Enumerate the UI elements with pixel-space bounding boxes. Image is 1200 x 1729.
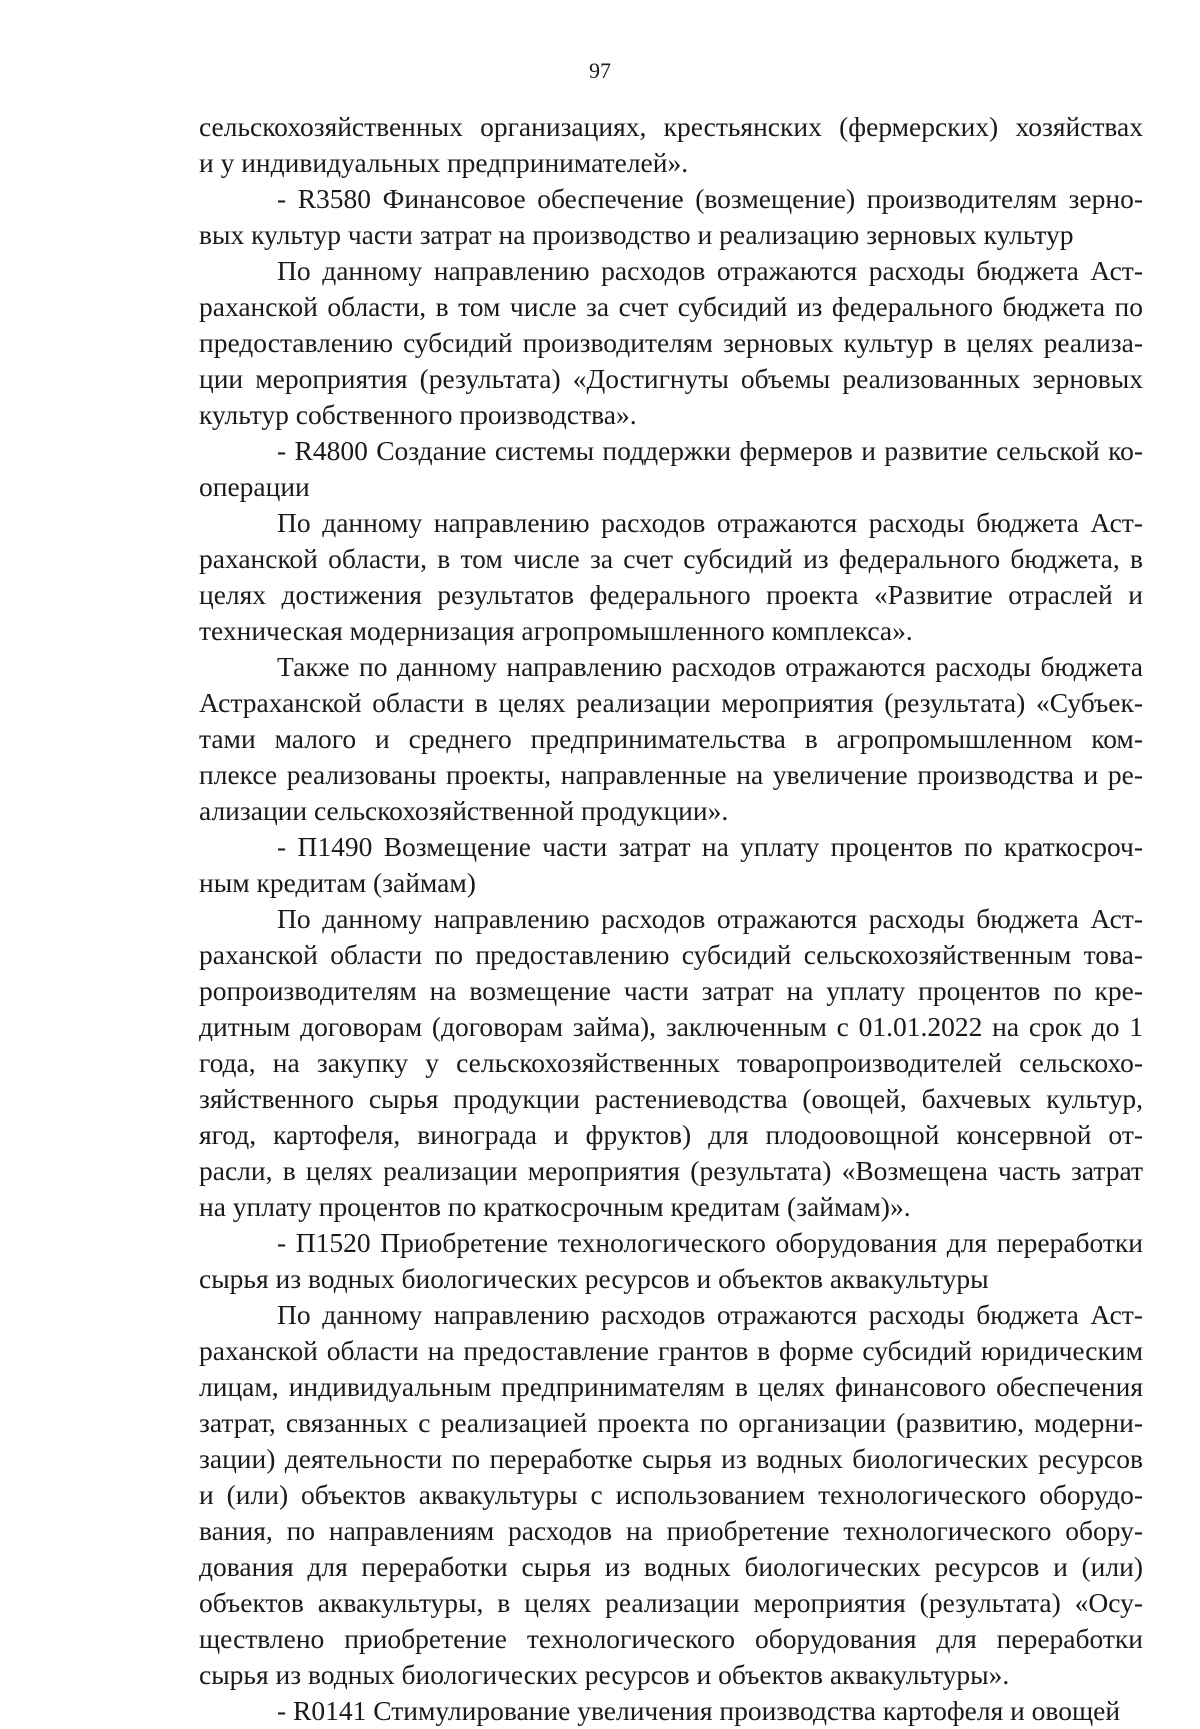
text-line: предоставлению субсидий производителям зерновых культур в целях реализа- [199, 327, 1143, 358]
text-line: ализации сельскохозяйственной продукции». [199, 795, 729, 826]
text-line: ществлено приобретение технологического оборудования для переработки [199, 1623, 1143, 1654]
text-line: Также по данному направлению расходов отражаются расходы бюджета [277, 651, 1143, 682]
text-line: дования для переработки сырья из водных биологических ресурсов и (или) [199, 1551, 1143, 1582]
text-line: года, на закупку у сельскохозяйственных товаропроизводителей сельскохо- [199, 1047, 1143, 1078]
text-line: ропроизводителям на возмещение части затрат на уплату процентов по кре- [199, 975, 1143, 1006]
body-text [199, 109, 1143, 1729]
text-line: плексе реализованы проекты, направленные на увеличение производства и ре- [199, 759, 1143, 790]
text-line: - R0141 Стимулирование увеличения производства картофеля и овощей [277, 1695, 1121, 1726]
text-line: ягод, картофеля, винограда и фруктов) для плодоовощной консервной от- [199, 1119, 1143, 1150]
text-line: зяйственного сырья продукции растениеводства (овощей, бахчевых культур, [199, 1083, 1143, 1114]
text-line: затрат, связанных с реализацией проекта по организации (развитию, модерни- [199, 1407, 1143, 1438]
text-line: тами малого и среднего предпринимательства в агропромышленном ком- [199, 723, 1143, 754]
text-line: и (или) объектов аквакультуры с использованием технологического оборудо- [199, 1479, 1143, 1510]
page-number: 97 [589, 58, 611, 83]
text-line: вания, по направлениям расходов на приобретение технологического обору- [199, 1515, 1143, 1546]
text-line: Астраханской области в целях реализации мероприятия (результата) «Субъек- [199, 687, 1143, 718]
text-line: - П1520 Приобретение технологического оборудования для переработки [277, 1227, 1143, 1258]
text-line: По данному направлению расходов отражаются расходы бюджета Аст- [277, 255, 1143, 286]
text-line: - R4800 Создание системы поддержки фермеров и развитие сельской ко- [277, 435, 1143, 466]
text-line: лицам, индивидуальным предпринимателям в целях финансового обеспечения [199, 1371, 1143, 1402]
text-line: - П1490 Возмещение части затрат на уплату процентов по краткосроч- [277, 831, 1143, 862]
text-line: - R3580 Финансовое обеспечение (возмещение) производителям зерно- [277, 183, 1143, 214]
text-line: целях достижения результатов федерального проекта «Развитие отраслей и [199, 579, 1143, 610]
text-line: расли, в целях реализации мероприятия (результата) «Возмещена часть затрат [199, 1155, 1143, 1186]
text-line: раханской области по предоставлению субсидий сельскохозяйственным това- [199, 939, 1143, 970]
text-line: культур собственного производства». [199, 399, 637, 430]
text-line: вых культур части затрат на производство и реализацию зерновых культур [199, 219, 1074, 250]
text-line: По данному направлению расходов отражаются расходы бюджета Аст- [277, 903, 1143, 934]
text-line: раханской области, в том числе за счет субсидий из федерального бюджета по [199, 291, 1143, 322]
text-line: ции мероприятия (результата) «Достигнуты объемы реализованных зерновых [199, 363, 1143, 394]
text-line: дитным договорам (договорам займа), заключенным с 01.01.2022 на срок до 1 [199, 1011, 1143, 1042]
text-line: операции [199, 471, 310, 502]
text-line: техническая модернизация агропромышленного комплекса». [199, 615, 913, 646]
text-line: зации) деятельности по переработке сырья из водных биологических ресурсов [199, 1443, 1143, 1474]
text-line: сельскохозяйственных организациях, крестьянских (фермерских) хозяйствах [199, 111, 1143, 142]
text-line: на уплату процентов по краткосрочным кредитам (займам)». [199, 1191, 911, 1222]
text-line: По данному направлению расходов отражаются расходы бюджета Аст- [277, 1299, 1143, 1330]
text-line: и у индивидуальных предпринимателей». [199, 147, 689, 178]
text-line: раханской области, в том числе за счет субсидий из федерального бюджета, в [199, 543, 1143, 574]
text-line: ным кредитам (займам) [199, 867, 476, 898]
text-line: сырья из водных биологических ресурсов и объектов аквакультуры [199, 1263, 989, 1294]
text-line: сырья из водных биологических ресурсов и объектов аквакультуры». [199, 1659, 1010, 1690]
text-line: объектов аквакультуры, в целях реализации мероприятия (результата) «Осу- [199, 1587, 1143, 1618]
text-line: По данному направлению расходов отражаются расходы бюджета Аст- [277, 507, 1143, 538]
text-line: раханской области на предоставление грантов в форме субсидий юридическим [199, 1335, 1143, 1366]
